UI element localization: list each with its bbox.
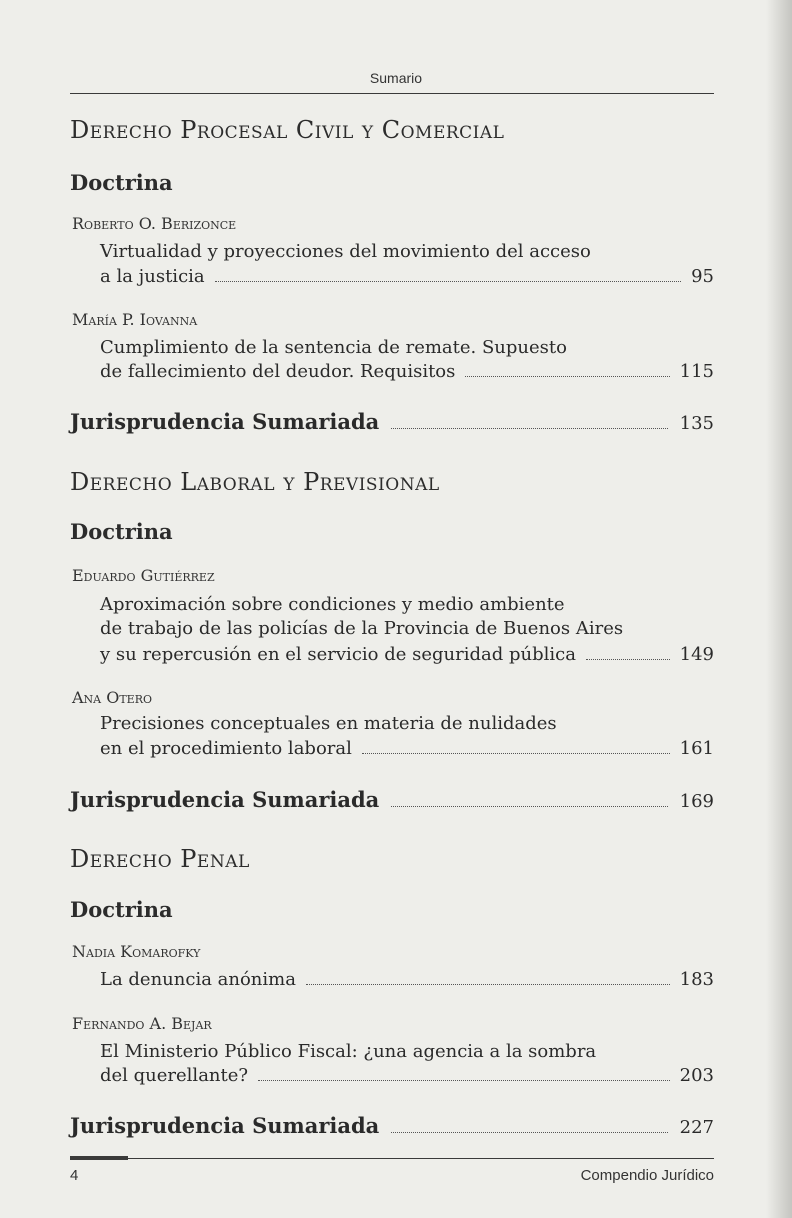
jurisprudencia-label: Jurisprudencia Sumariada	[70, 409, 380, 434]
toc-entry[interactable]	[100, 737, 714, 761]
toc-entry[interactable]	[100, 643, 714, 667]
page-number: 135	[679, 413, 714, 434]
footer-publication-title: Compendio Jurídico	[580, 1167, 714, 1184]
toc-entry[interactable]	[100, 968, 714, 992]
page-number: 183	[679, 969, 714, 990]
page-number: 169	[679, 791, 714, 812]
footer-rule	[70, 1158, 714, 1159]
toc-entry[interactable]	[100, 360, 714, 384]
page-number: 115	[679, 361, 714, 382]
entry-title-line: del querellante?	[100, 1065, 249, 1086]
page-number: 95	[691, 266, 714, 287]
entry-title-line: y su repercusión en el servicio de seguridad pública	[100, 644, 576, 665]
entry-title-line: Cumplimiento de la sentencia de remate. Supuesto	[100, 337, 567, 358]
jurisprudencia-entry[interactable]	[70, 409, 714, 435]
author-name: Eduardo Gutiérrez	[72, 566, 215, 585]
dot-leader	[391, 806, 667, 807]
header-rule	[70, 93, 714, 94]
author-name: Nadia Komarofky	[72, 942, 201, 961]
jurisprudencia-label: Jurisprudencia Sumariada	[70, 787, 380, 812]
dot-leader	[306, 984, 670, 985]
author-name: María P. Iovanna	[72, 310, 198, 329]
entry-title-line: El Ministerio Público Fiscal: ¿una agencia a la sombra	[100, 1041, 597, 1062]
doctrina-label: Doctrina	[70, 170, 173, 195]
doctrina-label: Doctrina	[70, 519, 173, 544]
dot-leader	[465, 376, 669, 377]
dot-leader	[362, 753, 670, 754]
section-title-procesal: Derecho Procesal Civil y Comercial	[70, 116, 505, 144]
dot-leader	[215, 281, 681, 282]
entry-title-line: La denuncia anónima	[100, 969, 296, 990]
doctrina-label: Doctrina	[70, 897, 173, 922]
dot-leader	[586, 659, 670, 660]
page-edge-shadow	[766, 0, 792, 1218]
entry-title-line: a la justicia	[100, 266, 205, 287]
dot-leader	[391, 1132, 667, 1133]
entry-title-line: Aproximación sobre condiciones y medio ambiente	[100, 594, 565, 615]
entry-title-line: Virtualidad y proyecciones del movimiento del acceso	[100, 241, 591, 262]
footer-page-number: 4	[70, 1167, 79, 1184]
entry-title-line: de trabajo de las policías de la Provincia de Buenos Aires	[100, 618, 624, 639]
running-header: Sumario	[369, 70, 423, 86]
entry-title-line: de fallecimiento del deudor. Requisitos	[100, 361, 456, 382]
section-title-penal: Derecho Penal	[70, 845, 250, 873]
page-number: 203	[679, 1065, 714, 1086]
toc-entry[interactable]	[100, 265, 714, 289]
toc-entry[interactable]	[100, 1064, 714, 1088]
jurisprudencia-entry[interactable]	[70, 787, 714, 813]
author-name: Ana Otero	[72, 688, 152, 707]
page-number: 161	[679, 738, 714, 759]
page-number: 149	[679, 644, 714, 665]
entry-title-line: en el procedimiento laboral	[100, 738, 352, 759]
page-number: 227	[679, 1117, 714, 1138]
dot-leader	[258, 1080, 670, 1081]
dot-leader	[391, 428, 667, 429]
author-name: Fernando A. Bejar	[72, 1014, 212, 1033]
jurisprudencia-label: Jurisprudencia Sumariada	[70, 1113, 380, 1138]
entry-title-line: Precisiones conceptuales en materia de nulidades	[100, 713, 557, 734]
section-title-laboral: Derecho Laboral y Previsional	[70, 468, 440, 496]
author-name: Roberto O. Berizonce	[72, 214, 237, 233]
jurisprudencia-entry[interactable]	[70, 1113, 714, 1139]
